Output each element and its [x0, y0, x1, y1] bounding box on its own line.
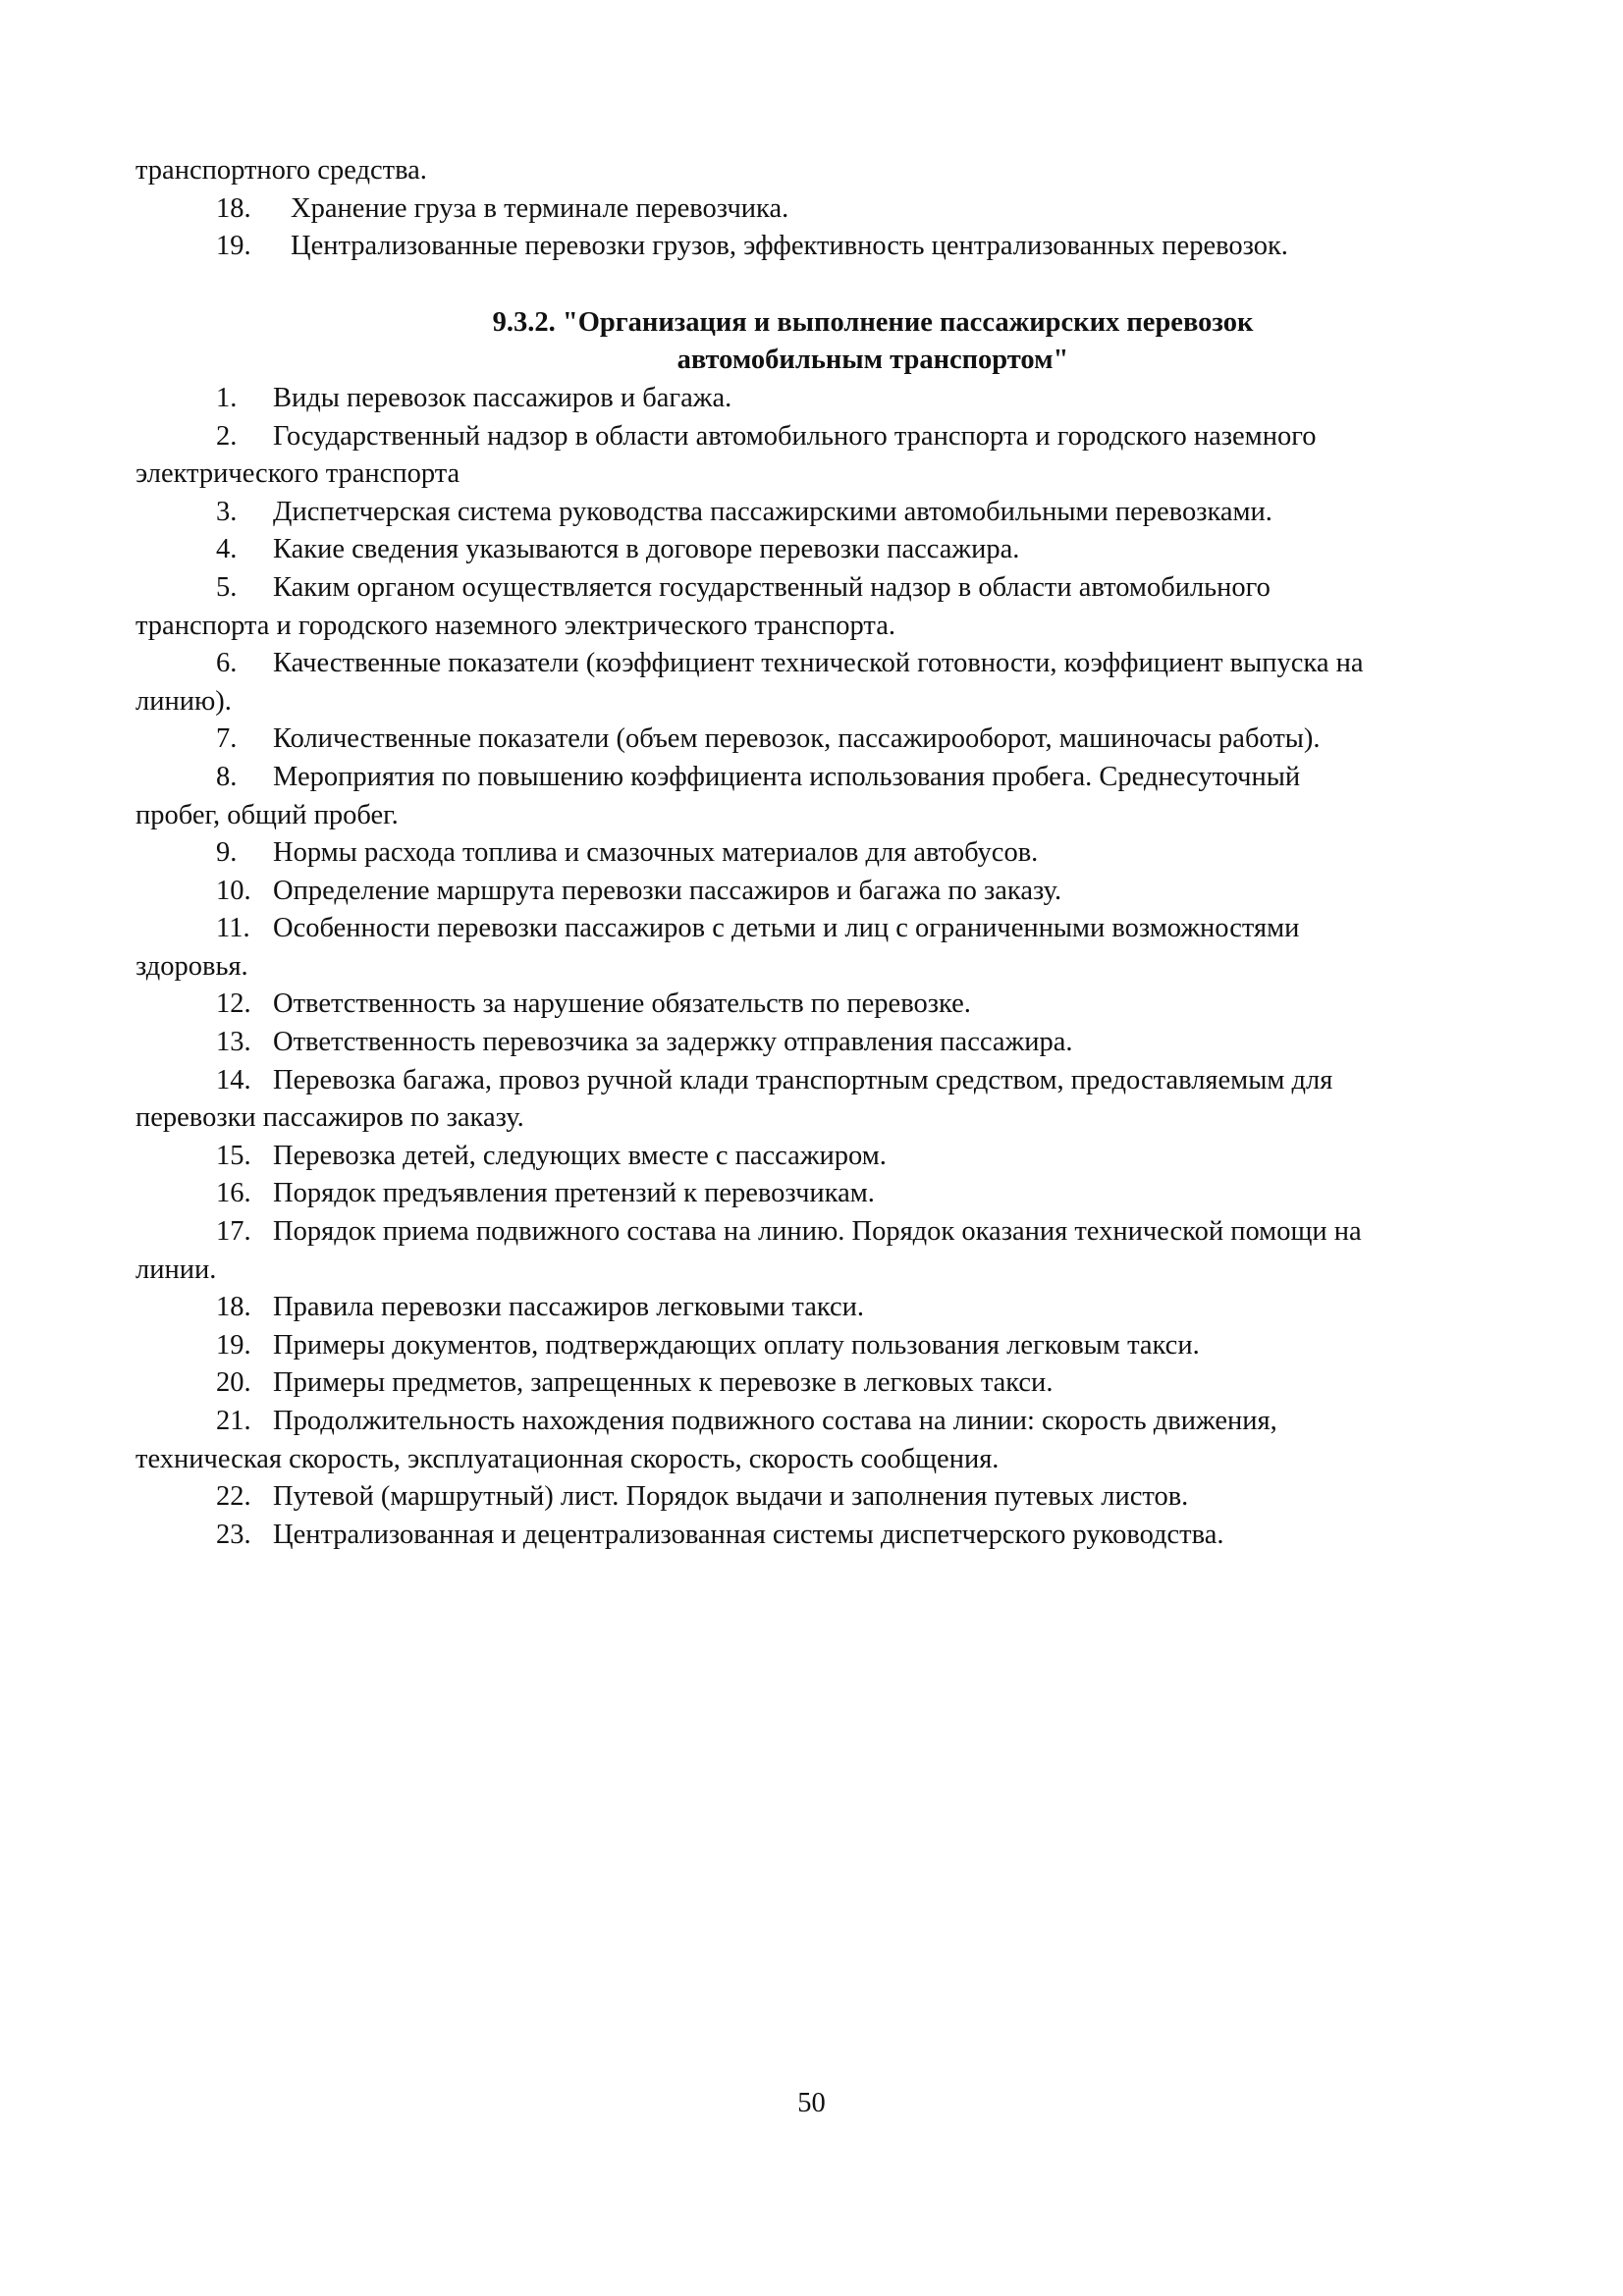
- list-item-text: Централизованные перевозки грузов, эффективность централизованных перевозок.: [291, 231, 1288, 262]
- list-item-number: 22.: [216, 1481, 251, 1513]
- list-item-number: 1.: [216, 382, 238, 413]
- list-item-first-line: [135, 1138, 1551, 1176]
- list-item: [135, 1175, 1551, 1213]
- list-item: [135, 418, 1551, 494]
- list-item-first-line: [135, 1364, 1551, 1403]
- list-item-text: Ответственность за нарушение обязательств по перевозке.: [273, 988, 971, 1020]
- list-item-text: Количественные показатели (объем перевозок, пассажирооборот, машиночасы работы).: [273, 723, 1321, 755]
- list-item-first-line: [135, 1403, 1551, 1441]
- list-item-text: Правила перевозки пассажиров легковыми такси.: [273, 1292, 865, 1323]
- list-item-first-line: [135, 834, 1551, 873]
- list-item-number: 7.: [216, 723, 238, 755]
- list-item-first-line: [135, 1175, 1551, 1213]
- list-item-text: Мероприятия по повышению коэффициента использования пробега. Среднесуточный: [273, 761, 1301, 792]
- list-item-number: 13.: [216, 1027, 251, 1058]
- list-item-first-line: [135, 1289, 1551, 1327]
- list-item-continuation: техническая скорость, эксплуатационная скорость, скорость сообщения.: [135, 1443, 1000, 1474]
- list-item: [135, 873, 1551, 911]
- list-item: [135, 569, 1551, 645]
- list-item-number: 5.: [216, 571, 238, 603]
- list-item-text: Примеры предметов, запрещенных к перевозке в легковых такси.: [273, 1367, 1054, 1399]
- list-item-first-line: [135, 759, 1551, 797]
- list-item-number: 10.: [216, 875, 251, 906]
- list-item-first-line: [135, 1478, 1551, 1517]
- list-item: [135, 759, 1551, 834]
- list-item-number: 15.: [216, 1140, 251, 1171]
- list-item: [135, 1403, 1551, 1478]
- list-item-number: 12.: [216, 988, 251, 1020]
- list-item-text: Диспетчерская система руководства пассажирскими автомобильными перевозками.: [273, 496, 1272, 527]
- list-item-number: 9.: [216, 837, 238, 869]
- list-item-continuation: здоровья.: [135, 950, 248, 982]
- list-item-text: Государственный надзор в области автомобильного транспорта и городского наземного: [273, 420, 1317, 452]
- list-item-continuation: электрического транспорта: [135, 458, 460, 490]
- list-item-number: 17.: [216, 1216, 251, 1248]
- list-item-text: Нормы расхода топлива и смазочных материалов для автобусов.: [273, 837, 1039, 869]
- list-item-first-line: [135, 1062, 1551, 1100]
- list-item-number: 18.: [216, 192, 251, 224]
- list-item-first-line: [135, 1517, 1551, 1555]
- list-item: [135, 1138, 1551, 1176]
- list-item-first-line: [135, 645, 1551, 683]
- section-heading: [135, 304, 1551, 380]
- list-item-text: Перевозка детей, следующих вместе с пассажиром.: [273, 1140, 887, 1171]
- list-item-text: Путевой (маршрутный) лист. Порядок выдачи и заполнения путевых листов.: [273, 1481, 1189, 1513]
- list-item-number: 6.: [216, 648, 238, 679]
- list-item: [135, 380, 1551, 418]
- list-item: [135, 834, 1551, 873]
- list-item: [135, 910, 1551, 986]
- list-item: [135, 494, 1551, 532]
- list-item-text: Хранение груза в терминале перевозчика.: [291, 192, 789, 224]
- list-item-first-line: [135, 1327, 1551, 1365]
- list-item-number: 16.: [216, 1178, 251, 1209]
- list-item-first-line: [135, 531, 1551, 569]
- list-item-number: 14.: [216, 1064, 251, 1095]
- list-item-number: 2.: [216, 420, 238, 452]
- list-item-number: 21.: [216, 1406, 251, 1436]
- question-list: [135, 380, 1551, 1554]
- list-item-number: 19.: [216, 1329, 251, 1361]
- list-item: [135, 1478, 1551, 1517]
- list-item-first-line: [135, 494, 1551, 532]
- list-item: [135, 986, 1551, 1024]
- list-item-number: 4.: [216, 534, 238, 565]
- previous-list-item: [135, 190, 1551, 229]
- list-item-first-line: [135, 721, 1551, 759]
- page-number: 50: [797, 2088, 826, 2118]
- list-item-text: Какие сведения указываются в договоре перевозки пассажира.: [273, 534, 1020, 565]
- list-item: [135, 1289, 1551, 1327]
- list-item-first-line: [135, 873, 1551, 911]
- list-item-text: Каким органом осуществляется государственный надзор в области автомобильного: [273, 571, 1271, 603]
- list-item-text: Порядок приема подвижного состава на линию. Порядок оказания технической помощи на: [273, 1216, 1362, 1248]
- list-item-text: Примеры документов, подтверждающих оплату пользования легковым такси.: [273, 1329, 1200, 1361]
- list-item-continuation: перевозки пассажиров по заказу.: [135, 1102, 524, 1134]
- list-item: [135, 1364, 1551, 1403]
- list-item-number: 20.: [216, 1367, 251, 1399]
- list-item-number: 8.: [216, 761, 238, 792]
- list-item-first-line: [135, 910, 1551, 948]
- list-item-first-line: [135, 569, 1551, 608]
- list-item: [135, 1062, 1551, 1138]
- list-item: [135, 1213, 1551, 1289]
- list-item-number: 11.: [216, 913, 250, 944]
- list-item-text: Особенности перевозки пассажиров с детьми и лиц с ограниченными возможностями: [273, 913, 1300, 944]
- list-item-number: 18.: [216, 1292, 251, 1323]
- section-heading-line-2: автомобильным транспортом": [676, 345, 1069, 376]
- list-item: [135, 1517, 1551, 1555]
- list-item: [135, 721, 1551, 759]
- list-item-text: Продолжительность нахождения подвижного состава на линии: скорость движения,: [273, 1406, 1277, 1436]
- list-item-first-line: [135, 380, 1551, 418]
- list-item-text: Перевозка багажа, провоз ручной клади транспортным средством, предоставляемым для: [273, 1064, 1333, 1095]
- list-item-first-line: [135, 1024, 1551, 1062]
- list-item-text: Виды перевозок пассажиров и багажа.: [273, 382, 732, 413]
- list-item-text: Определение маршрута перевозки пассажиров и багажа по заказу.: [273, 875, 1062, 906]
- list-item-number: 19.: [216, 231, 251, 262]
- list-item-first-line: [135, 418, 1551, 456]
- list-item-first-line: [135, 1213, 1551, 1252]
- list-item-text: Ответственность перевозчика за задержку отправления пассажира.: [273, 1027, 1073, 1058]
- previous-list-item: [135, 228, 1551, 266]
- list-item-continuation: линию).: [135, 685, 232, 717]
- list-item-text: Качественные показатели (коэффициент технической готовности, коэффициент выпуска на: [273, 648, 1364, 679]
- list-item-continuation: линии.: [135, 1254, 217, 1285]
- list-item-first-line: [135, 986, 1551, 1024]
- list-item-continuation: транспорта и городского наземного электрического транспорта.: [135, 610, 895, 641]
- list-item-text: Порядок предъявления претензий к перевозчикам.: [273, 1178, 875, 1209]
- list-item: [135, 1024, 1551, 1062]
- list-item-number: 23.: [216, 1519, 251, 1550]
- list-item: [135, 1327, 1551, 1365]
- list-item: [135, 531, 1551, 569]
- list-item-number: 3.: [216, 496, 238, 527]
- document-page: [135, 152, 1551, 1554]
- list-item-text: Централизованная и децентрализованная системы диспетчерского руководства.: [273, 1519, 1224, 1550]
- previous-section-continuation: транспортного средства.: [135, 155, 427, 186]
- list-item-continuation: пробег, общий пробег.: [135, 799, 399, 830]
- list-item: [135, 645, 1551, 721]
- section-heading-line-1: 9.3.2. "Организация и выполнение пассажирских перевозок: [492, 306, 1254, 338]
